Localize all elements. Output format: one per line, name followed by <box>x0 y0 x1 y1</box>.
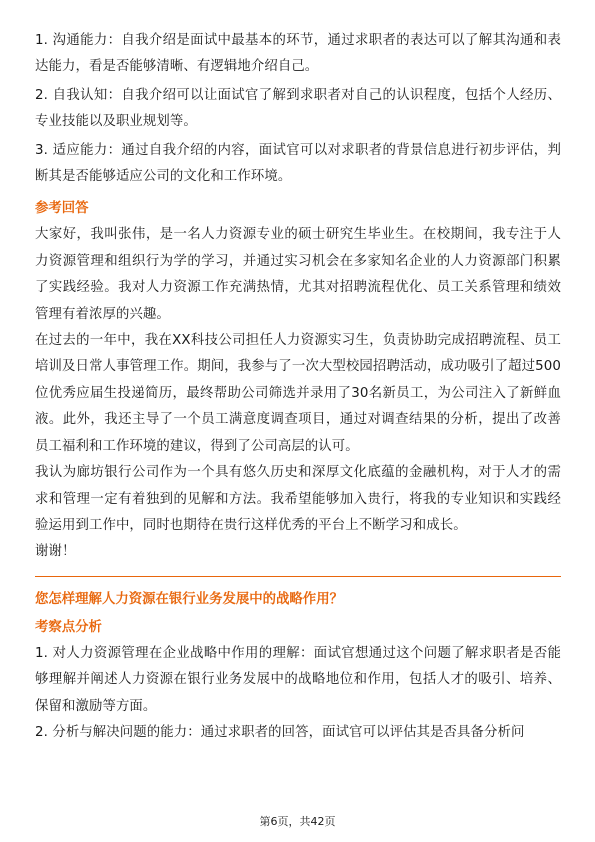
answer-paragraph-experience: 在过去的一年中，我在XX科技公司担任人力资源实习生，负责协助完成招聘流程、员工培训及日常人事管理工作。期间，我参与了一次大型校园招聘活动，成功吸引了超过500位优秀应届生投递简历，最终帮助公司筛选并录用了30名新员工，为公司注入了新鲜血液。此外，我还主导了一个员工满意度调查项目，通过对调查结果的分析，提出了改善员工福利和工作环境的建议，得到了公司高层的认可。 <box>35 333 561 454</box>
document-page <box>35 28 561 746</box>
analysis-points <box>35 641 561 747</box>
page-footer: 第6页，共42页 <box>259 815 336 828</box>
point-communication: 1. 沟通能力：自我介绍是面试中最基本的环节，通过求职者的表达可以了解其沟通和表达能力，看是否能够清晰、有逻辑地介绍自己。 <box>35 33 561 75</box>
analysis-point-problem-solving: 2. 分析与解决问题的能力：通过求职者的回答，面试官可以评估其是否具备分析问 <box>35 724 525 740</box>
analysis-point-strategy: 1. 对人力资源管理在企业战略中作用的理解：面试官想通过这个问题了解求职者是否能够理解并阐述人力资源在银行业务发展中的战略地位和作用，包括人才的吸引、培养、保留和激励等方面。 <box>35 645 561 714</box>
point-adaptability: 3. 适应能力：通过自我介绍的内容，面试官可以对求职者的背景信息进行初步评估，判断其是否能够适应公司的文化和工作环境。 <box>35 142 561 185</box>
answer-paragraph-thanks: 谢谢！ <box>35 544 76 560</box>
top-points <box>35 28 561 190</box>
answer-paragraph-motivation: 我认为廊坊银行公司作为一个具有悠久历史和深厚文化底蕴的金融机构，对于人才的需求和管理一定有着独到的见解和方法。我希望能够加入贵行，将我的专业知识和实践经验运用到工作中，同时也期待在贵行这样优秀的平台上不断学习和成长。 <box>35 465 561 533</box>
analysis-label: 考察点分析 <box>35 619 102 635</box>
reference-answer <box>35 222 561 565</box>
answer-paragraph-intro: 大家好，我叫张伟，是一名人力资源专业的硕士研究生毕业生。在校期间，我专注于人力资源管理和组织行为学的学习，并通过实习机会在多家知名企业的人力资源部门积累了实践经验。我对人力资源工作充满热情，尤其对招聘流程优化、员工关系管理和绩效管理有着浓厚的兴趣。 <box>35 227 561 322</box>
section-divider <box>35 576 561 577</box>
question-heading: 您怎样理解人力资源在银行业务发展中的战略作用？ <box>35 591 343 607</box>
point-self-awareness: 2. 自我认知：自我介绍可以让面试官了解到求职者对自己的认识程度，包括个人经历、专业技能以及职业规划等。 <box>35 87 561 130</box>
reference-answer-label: 参考回答 <box>35 201 89 217</box>
